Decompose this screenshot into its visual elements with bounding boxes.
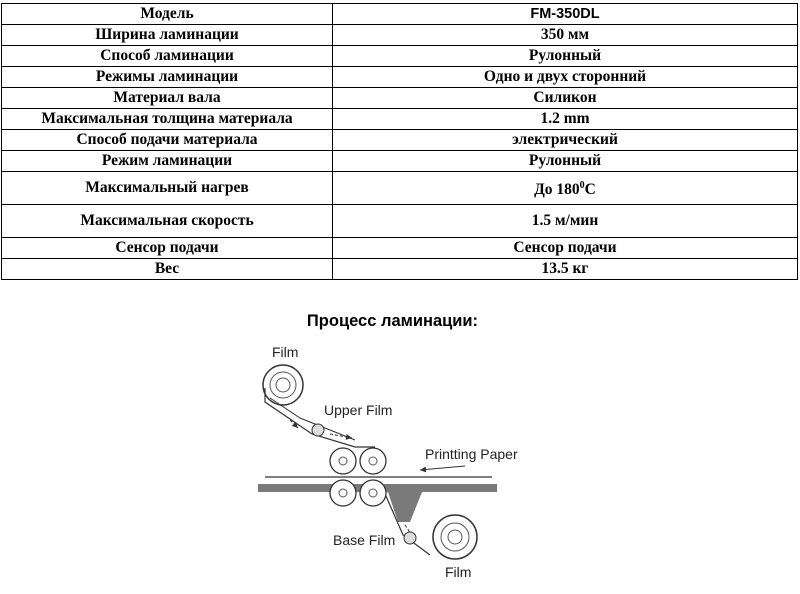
upper-rollers xyxy=(330,448,386,474)
spec-value: FM-350DL xyxy=(333,4,798,25)
spec-value: 350 мм xyxy=(333,25,798,46)
label-printing-paper: Printting Paper xyxy=(425,446,518,462)
spec-label: Режимы ламинации xyxy=(2,67,333,88)
label-film-top: Film xyxy=(272,344,299,360)
process-title: Процесс ламинации: xyxy=(306,312,479,330)
label-base-film: Base Film xyxy=(333,532,396,548)
spec-label: Максимальный нагрев xyxy=(2,172,333,205)
value-prefix: До 180 xyxy=(534,181,580,199)
spec-label: Максимальная скорость xyxy=(2,205,333,238)
spec-label: Режим ламинации xyxy=(2,151,333,172)
spec-value: электрический xyxy=(333,130,798,151)
spec-label: Материал вала xyxy=(2,88,333,109)
spec-value: 1.5 м/мин xyxy=(333,205,798,238)
guide-roller xyxy=(312,424,324,436)
bottom-film-roll xyxy=(433,515,477,559)
top-film-roll xyxy=(263,365,303,405)
spec-label: Вес xyxy=(2,259,333,280)
lower-rollers xyxy=(330,480,386,506)
value-superscript: 0 xyxy=(579,179,585,191)
spec-value: Рулонный xyxy=(333,151,798,172)
spec-label: Ширина ламинации xyxy=(2,25,333,46)
spec-label: Сенсор подачи xyxy=(2,238,333,259)
spec-value: 13.5 кг xyxy=(333,259,798,280)
spec-label: Способ ламинации xyxy=(2,46,333,67)
spec-value: Сенсор подачи xyxy=(333,238,798,259)
label-film-bottom: Film xyxy=(445,564,472,580)
spec-value: Силикон xyxy=(333,88,798,109)
label-upper-film: Upper Film xyxy=(324,402,393,418)
spec-label: Способ подачи материала xyxy=(2,130,333,151)
spec-value: Рулонный xyxy=(333,46,798,67)
spec-value: Одно и двух сторонний xyxy=(333,67,798,88)
base-guide-roller xyxy=(404,532,416,544)
value-suffix: С xyxy=(584,181,596,199)
spec-label: Максимальная толщина материала xyxy=(2,109,333,130)
spec-value: 1.2 mm xyxy=(333,109,798,130)
spec-label: Модель xyxy=(2,4,333,25)
